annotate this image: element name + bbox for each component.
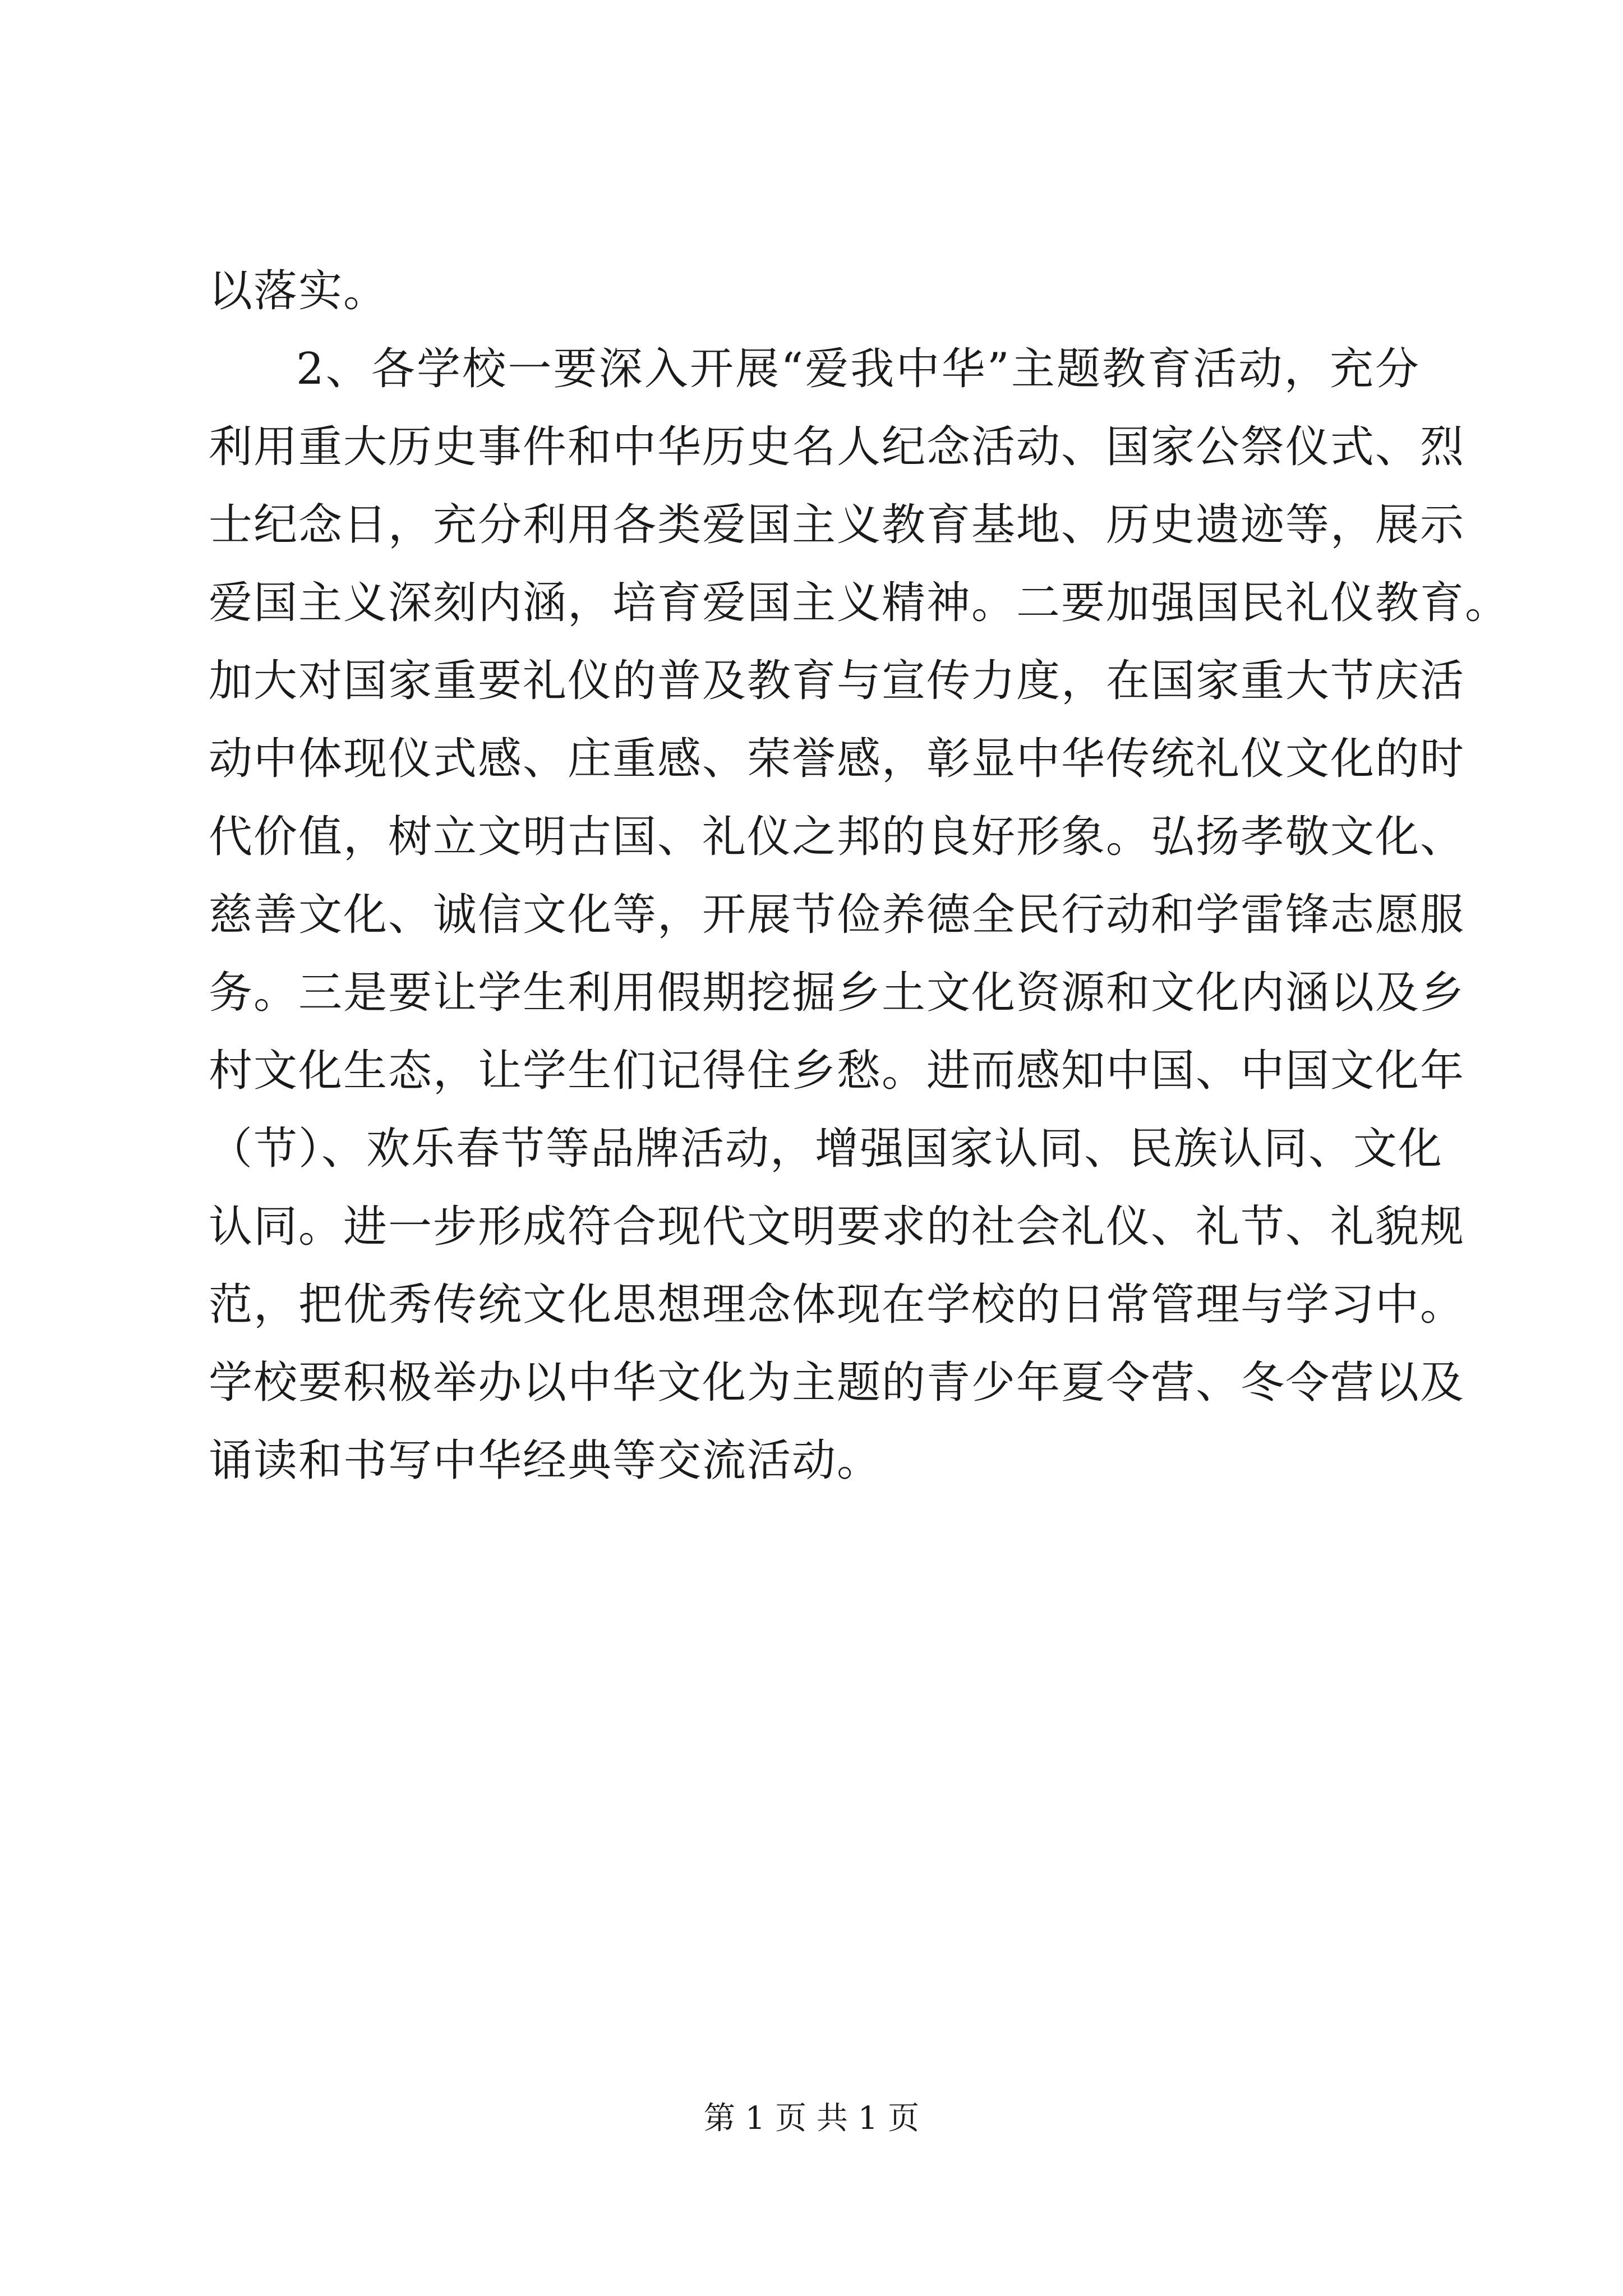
text-line: 爱国主义深刻内涵，培育爱国主义精神。二要加强国民礼仪教育。 — [209, 578, 1510, 628]
text-line: 2、各学校一要深入开展“爱我中华”主题教育活动，充分 — [296, 344, 1420, 394]
text-line: 学校要积极举办以中华文化为主题的青少年夏令营、冬令营以及 — [209, 1358, 1465, 1408]
text-line: 士纪念日，充分利用各类爱国主义教育基地、历史遗迹等，展示 — [209, 500, 1465, 550]
text-line: 村文化生态，让学生们记得住乡愁。进而感知中国、中国文化年 — [209, 1046, 1465, 1096]
text-line: 认同。进一步形成符合现代文明要求的社会礼仪、礼节、礼貌规 — [209, 1202, 1465, 1252]
text-line: 范，把优秀传统文化思想理念体现在学校的日常管理与学习中。 — [209, 1280, 1465, 1330]
page-footer: 第 1 页 共 1 页 — [703, 2100, 920, 2137]
body-text — [209, 252, 1510, 1500]
text-line: 加大对国家重要礼仪的普及教育与宣传力度，在国家重大节庆活 — [209, 656, 1465, 706]
text-line: （节）、欢乐春节等品牌活动，增强国家认同、民族认同、文化 — [209, 1124, 1444, 1174]
text-line: 慈善文化、诚信文化等，开展节俭养德全民行动和学雷锋志愿服 — [209, 890, 1465, 940]
text-line: 务。三是要让学生利用假期挖掘乡土文化资源和文化内涵以及乡 — [209, 968, 1465, 1018]
text-line: 代价值，树立文明古国、礼仪之邦的良好形象。弘扬孝敬文化、 — [209, 812, 1465, 862]
text-line: 利用重大历史事件和中华历史名人纪念活动、国家公祭仪式、烈 — [209, 422, 1465, 472]
text-line: 动中体现仪式感、庄重感、荣誉感，彰显中华传统礼仪文化的时 — [209, 734, 1465, 784]
text-line: 诵读和书写中华经典等交流活动。 — [209, 1435, 882, 1486]
text-line: 以落实。 — [209, 266, 389, 316]
